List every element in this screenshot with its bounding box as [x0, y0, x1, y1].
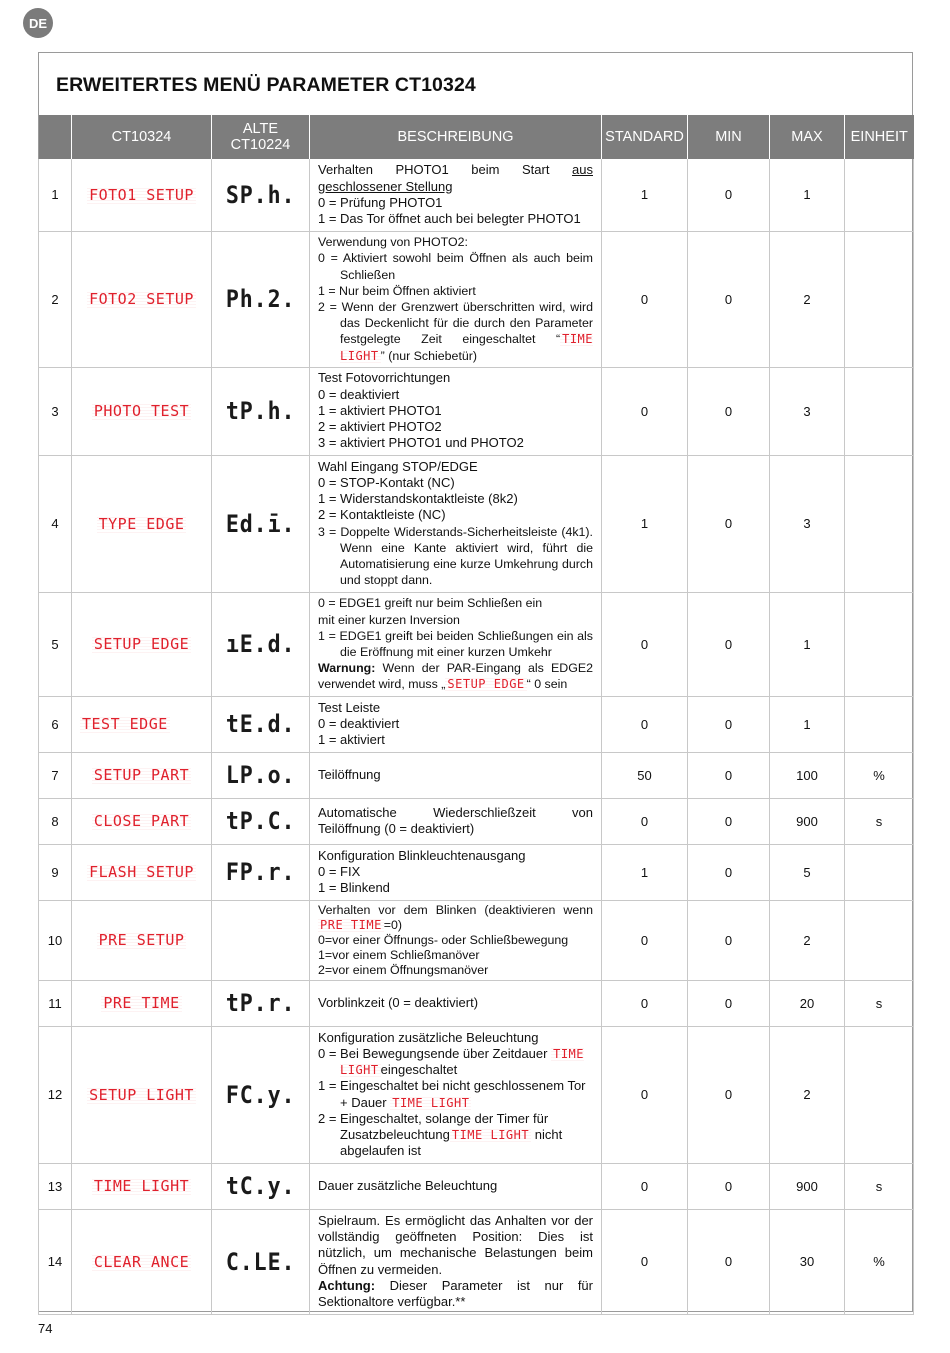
lcd-code: FOTO2 SETUP	[72, 231, 212, 367]
unit-value	[845, 844, 914, 900]
old-code: tE.d.	[212, 696, 310, 752]
old-code: tP.h.	[212, 367, 310, 455]
table-row	[39, 1026, 914, 1163]
table-row	[39, 367, 914, 455]
unit-value	[845, 1026, 914, 1163]
max-value: 2	[770, 231, 845, 367]
row-number: 12	[39, 1026, 72, 1163]
standard-value: 1	[602, 455, 688, 592]
lcd-code: TIME LIGHT	[72, 1163, 212, 1209]
lcd-code: FOTO1 SETUP	[72, 159, 212, 231]
max-value: 2	[770, 1026, 845, 1163]
max-value: 20	[770, 980, 845, 1026]
header-old-ct10224: ALTE CT10224	[212, 115, 310, 159]
max-value: 3	[770, 455, 845, 592]
row-number: 4	[39, 455, 72, 592]
language-badge: DE	[23, 8, 53, 38]
header-unit: EINHEIT	[845, 115, 914, 159]
description: Teilöffnung	[310, 752, 602, 798]
lcd-code: PHOTO TEST	[72, 367, 212, 455]
lcd-code: SETUP PART	[72, 752, 212, 798]
description: Verhalten PHOTO1 beim Start aus geschlossener Stellung 0 = Prüfung PHOTO1 1 = Das Tor öffnet auch bei belegter PHOTO1	[310, 159, 602, 231]
max-value: 2	[770, 900, 845, 980]
standard-value: 0	[602, 1163, 688, 1209]
min-value: 0	[688, 592, 770, 696]
old-code: C.LE.	[212, 1209, 310, 1314]
table-row	[39, 592, 914, 696]
row-number: 6	[39, 696, 72, 752]
description: Dauer zusätzliche Beleuchtung	[310, 1163, 602, 1209]
unit-value	[845, 900, 914, 980]
max-value: 100	[770, 752, 845, 798]
min-value: 0	[688, 900, 770, 980]
max-value: 900	[770, 798, 845, 844]
min-value: 0	[688, 696, 770, 752]
row-number: 7	[39, 752, 72, 798]
unit-value: %	[845, 1209, 914, 1314]
max-value: 900	[770, 1163, 845, 1209]
table-header-row	[39, 115, 914, 159]
old-code: ıE.d.	[212, 592, 310, 696]
max-value: 1	[770, 159, 845, 231]
row-number: 2	[39, 231, 72, 367]
min-value: 0	[688, 798, 770, 844]
description: Automatische Wiederschließzeit von Teilöffnung (0 = deaktiviert)	[310, 798, 602, 844]
min-value: 0	[688, 1163, 770, 1209]
unit-value: s	[845, 1163, 914, 1209]
table-row	[39, 900, 914, 980]
old-code: Ed.ī.	[212, 455, 310, 592]
unit-value: s	[845, 980, 914, 1026]
table-row	[39, 1163, 914, 1209]
row-number: 9	[39, 844, 72, 900]
header-number	[39, 115, 72, 159]
parameter-table	[38, 115, 914, 1315]
min-value: 0	[688, 1209, 770, 1314]
standard-value: 0	[602, 1209, 688, 1314]
row-number: 3	[39, 367, 72, 455]
old-code: tP.C.	[212, 798, 310, 844]
max-value: 5	[770, 844, 845, 900]
description: Test Leiste 0 = deaktiviert 1 = aktiviert	[310, 696, 602, 752]
min-value: 0	[688, 1026, 770, 1163]
table-row	[39, 1209, 914, 1314]
description: Konfiguration Blinkleuchtenausgang 0 = FIX 1 = Blinkend	[310, 844, 602, 900]
max-value: 1	[770, 592, 845, 696]
description: Vorblinkzeit (0 = deaktiviert)	[310, 980, 602, 1026]
table-row	[39, 159, 914, 231]
min-value: 0	[688, 231, 770, 367]
table-row	[39, 844, 914, 900]
old-code: LP.o.	[212, 752, 310, 798]
row-number: 13	[39, 1163, 72, 1209]
old-code	[212, 900, 310, 980]
unit-value	[845, 367, 914, 455]
min-value: 0	[688, 980, 770, 1026]
header-max: MAX	[770, 115, 845, 159]
page-number: 74	[38, 1321, 53, 1336]
description: Verhalten vor dem Blinken (deaktivieren wenn PRE TIME =0) 0=vor einer Öffnungs- oder Schließbewegung 1=vor einem Schließmanöver 2=vor einem Öffnungsmanöver	[310, 900, 602, 980]
row-number: 8	[39, 798, 72, 844]
description: 0 = EDGE1 greift nur beim Schließen ein mit einer kurzen Inversion 1 = EDGE1 greift bei beiden Schließungen ein als die Eröffnung mit einer kurzen Umkehr Warnung: Wenn der PAR-Eingang als EDGE2 verwendet wird, muss „ SETUP EDGE “ 0 sein	[310, 592, 602, 696]
min-value: 0	[688, 159, 770, 231]
standard-value: 0	[602, 798, 688, 844]
lcd-code: CLEAR ANCE	[72, 1209, 212, 1314]
lcd-code: PRE TIME	[72, 980, 212, 1026]
standard-value: 0	[602, 900, 688, 980]
standard-value: 0	[602, 592, 688, 696]
description: Test Fotovorrichtungen 0 = deaktiviert 1 = aktiviert PHOTO1 2 = aktiviert PHOTO2 3 = aktiviert PHOTO1 und PHOTO2	[310, 367, 602, 455]
table-row	[39, 696, 914, 752]
standard-value: 1	[602, 844, 688, 900]
table-row	[39, 231, 914, 367]
header-min: MIN	[688, 115, 770, 159]
unit-value: s	[845, 798, 914, 844]
lcd-code: TYPE EDGE	[72, 455, 212, 592]
row-number: 5	[39, 592, 72, 696]
old-code: tC.y.	[212, 1163, 310, 1209]
min-value: 0	[688, 367, 770, 455]
row-number: 1	[39, 159, 72, 231]
old-code: FP.r.	[212, 844, 310, 900]
table-row	[39, 752, 914, 798]
old-code: Ph.2.	[212, 231, 310, 367]
old-code: FC.y.	[212, 1026, 310, 1163]
standard-value: 1	[602, 159, 688, 231]
description: Spielraum. Es ermöglicht das Anhalten vor der vollständig geöffneten Position: Dies ist nützlich, um mechanische Belastungen beim Öffnen zu vermeiden. Achtung: Dieser Parameter ist nur für Sektionaltore verfügbar.**	[310, 1209, 602, 1314]
unit-value: %	[845, 752, 914, 798]
header-description: BESCHREIBUNG	[310, 115, 602, 159]
standard-value: 0	[602, 980, 688, 1026]
min-value: 0	[688, 752, 770, 798]
standard-value: 50	[602, 752, 688, 798]
header-standard: STANDARD	[602, 115, 688, 159]
description: Konfiguration zusätzliche Beleuchtung 0 = Bei Bewegungsende über Zeitdauer TIME LIGHT eingeschaltet 1 = Eingeschaltet bei nicht geschlossenem Tor + Dauer TIME LIGHT 2 = Eingeschaltet, solange der Timer für Zusatzbeleuchtung TIME LIGHT nicht abgelaufen ist	[310, 1026, 602, 1163]
max-value: 1	[770, 696, 845, 752]
standard-value: 0	[602, 1026, 688, 1163]
unit-value	[845, 592, 914, 696]
row-number: 14	[39, 1209, 72, 1314]
table-row	[39, 455, 914, 592]
max-value: 3	[770, 367, 845, 455]
standard-value: 0	[602, 696, 688, 752]
table-row	[39, 798, 914, 844]
description: Verwendung von PHOTO2: 0 = Aktiviert sowohl beim Öffnen als auch beim Schließen 1 = Nur beim Öffnen aktiviert 2 = Wenn der Grenzwert überschritten wird, wird das Deckenlicht für die durch den Parameter festgelegte Zeit eingeschaltet “ TIME LIGHT ” (nur Schiebetür)	[310, 231, 602, 367]
table-row	[39, 980, 914, 1026]
page-title: ERWEITERTES MENÜ PARAMETER CT10324	[56, 74, 476, 96]
standard-value: 0	[602, 367, 688, 455]
lcd-code: TEST EDGE	[72, 696, 212, 752]
unit-value	[845, 455, 914, 592]
lcd-code: CLOSE PART	[72, 798, 212, 844]
old-code: tP.r.	[212, 980, 310, 1026]
standard-value: 0	[602, 231, 688, 367]
description: Wahl Eingang STOP/EDGE 0 = STOP-Kontakt (NC) 1 = Widerstandskontaktleiste (8k2) 2 = Kontaktleiste (NC) 3 = Doppelte Widerstands-Sicherheitsleiste (4k1). Wenn eine Kante aktiviert wird, führt die Automatisierung eine kurze Umkehrung durch und stoppt dann.	[310, 455, 602, 592]
row-number: 10	[39, 900, 72, 980]
unit-value	[845, 159, 914, 231]
old-code: SP.h.	[212, 159, 310, 231]
unit-value	[845, 231, 914, 367]
min-value: 0	[688, 844, 770, 900]
lcd-code: SETUP LIGHT	[72, 1026, 212, 1163]
header-ct10324: CT10324	[72, 115, 212, 159]
unit-value	[845, 696, 914, 752]
min-value: 0	[688, 455, 770, 592]
lcd-code: SETUP EDGE	[72, 592, 212, 696]
max-value: 30	[770, 1209, 845, 1314]
lcd-code: FLASH SETUP	[72, 844, 212, 900]
row-number: 11	[39, 980, 72, 1026]
lcd-code: PRE SETUP	[72, 900, 212, 980]
